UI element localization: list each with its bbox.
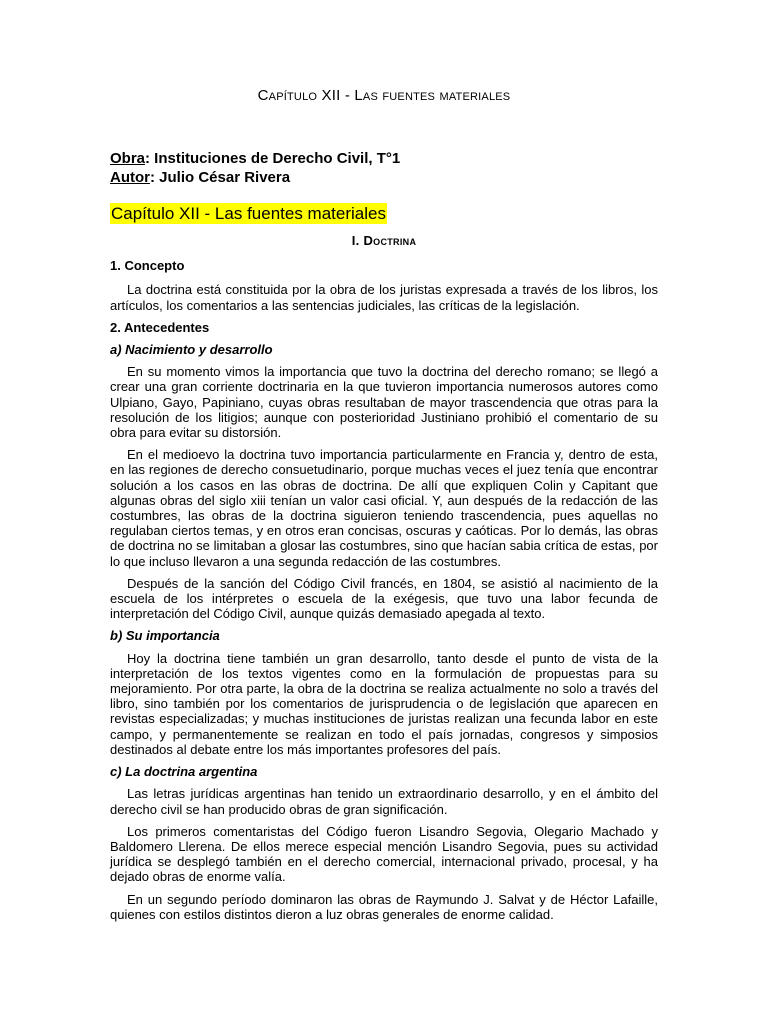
document-body xyxy=(110,233,658,929)
paragraph-nacimiento-1: En su momento vimos la importancia que tuvo la doctrina del derecho romano; se llegó a crear una gran corriente doctrinaria en la que tuvieron importancia numerosos autores como Ulpiano, Gayo, Papiniano, cuyas obras resultaban de mayor trascendencia que otras para la resolución de los litigios; aunque con posterioridad Justiniano prohibió el comentario de su obra para evitar su distorsión. xyxy=(110,364,658,441)
paragraph-nacimiento-2: En el medioevo la doctrina tuvo importancia particularmente en Francia y, dentro de esta, en las regiones de derecho consuetudinario, porque muchas veces el juez tenía que encontrar solución a los casos en las obras de doctrina. De allí que expliquen Colin y Capitant que algunas obras del siglo xiii tenían un valor casi oficial. Y, aun después de la redacción de las costumbres, las obras de la doctrina siguieron teniendo trascendencia, pues aquellas no regulaban ciertos temas, y en otros eran concisas, oscuras y caóticas. Por lo demás, las obras de doctrina no se limitaban a glosar las costumbres, sino que hacían sabia crítica de estas, por lo que incluso llevaron a una segunda redacción de las costumbres. xyxy=(110,447,658,569)
heading-nacimiento: a) Nacimiento y desarrollo xyxy=(110,342,273,358)
paragraph-concepto: La doctrina está constituida por la obra de los juristas expresada a través de los libros, los artículos, los comentarios a las sentencias judiciales, las críticas de la legislación. xyxy=(110,282,658,313)
obra-line xyxy=(110,149,400,168)
heading-argentina: c) La doctrina argentina xyxy=(110,764,258,780)
document-meta xyxy=(110,149,400,187)
obra-label: Obra xyxy=(110,150,146,167)
autor-label: Autor xyxy=(110,169,150,186)
paragraph-argentina-2: Los primeros comentaristas del Código fueron Lisandro Segovia, Olegario Machado y Baldomero Llerena. De ellos merece especial mención Lisandro Segovia, pues su actividad jurídica se desplegó también en el derecho comercial, internacional privado, procesal, y ha dejado obras de enorme valía. xyxy=(110,823,658,885)
running-title-text: Capítulo XII - Las fuentes materiales xyxy=(257,87,511,104)
chapter-heading: Capítulo XII - Las fuentes materiales xyxy=(111,204,386,223)
paragraph-nacimiento-3: Después de la sanción del Código Civil francés, en 1804, se asistió al nacimiento de la escuela de los intérpretes o escuela de la exégesis, que tuvo una labor fecunda de interpretación del Código Civil, aunque quizás demasiado apegada al texto. xyxy=(110,575,658,622)
autor-value: : Julio César Rivera xyxy=(150,169,291,186)
heading-concepto: 1. Concepto xyxy=(110,258,185,274)
section-title: I. Doctrina xyxy=(351,233,417,248)
obra-value: : Instituciones de Derecho Civil, T°1 xyxy=(145,150,401,167)
heading-antecedentes: 2. Antecedentes xyxy=(110,319,210,335)
paragraph-argentina-3: En un segundo período dominaron las obras de Raymundo J. Salvat y de Héctor Lafaille, quienes con estilos distintos dieron a luz obras generales de enorme calidad. xyxy=(110,891,658,922)
paragraph-importancia: Hoy la doctrina tiene también un gran desarrollo, tanto desde el punto de vista de la interpretación de los textos vigentes como en la formulación de propuestas para su mejoramiento. Por otra parte, la obra de la doctrina se realiza actualmente no solo a través del libro, sino también por los comentarios de jurisprudencia o de legislación que aparecen en revistas especializadas; y muchas instituciones de juristas realizan una fecunda labor en este campo, y permanentemente se realizan en todo el país jornadas, congresos y simposios destinados al debate entre los más importantes profesores del país. xyxy=(110,650,658,757)
autor-line xyxy=(110,168,400,187)
paragraph-argentina-1: Las letras jurídicas argentinas han tenido un extraordinario desarrollo, y en el ámbito del derecho civil se han producido obras de gran significación. xyxy=(110,786,658,817)
heading-importancia: b) Su importancia xyxy=(110,628,220,644)
running-title xyxy=(0,87,768,104)
